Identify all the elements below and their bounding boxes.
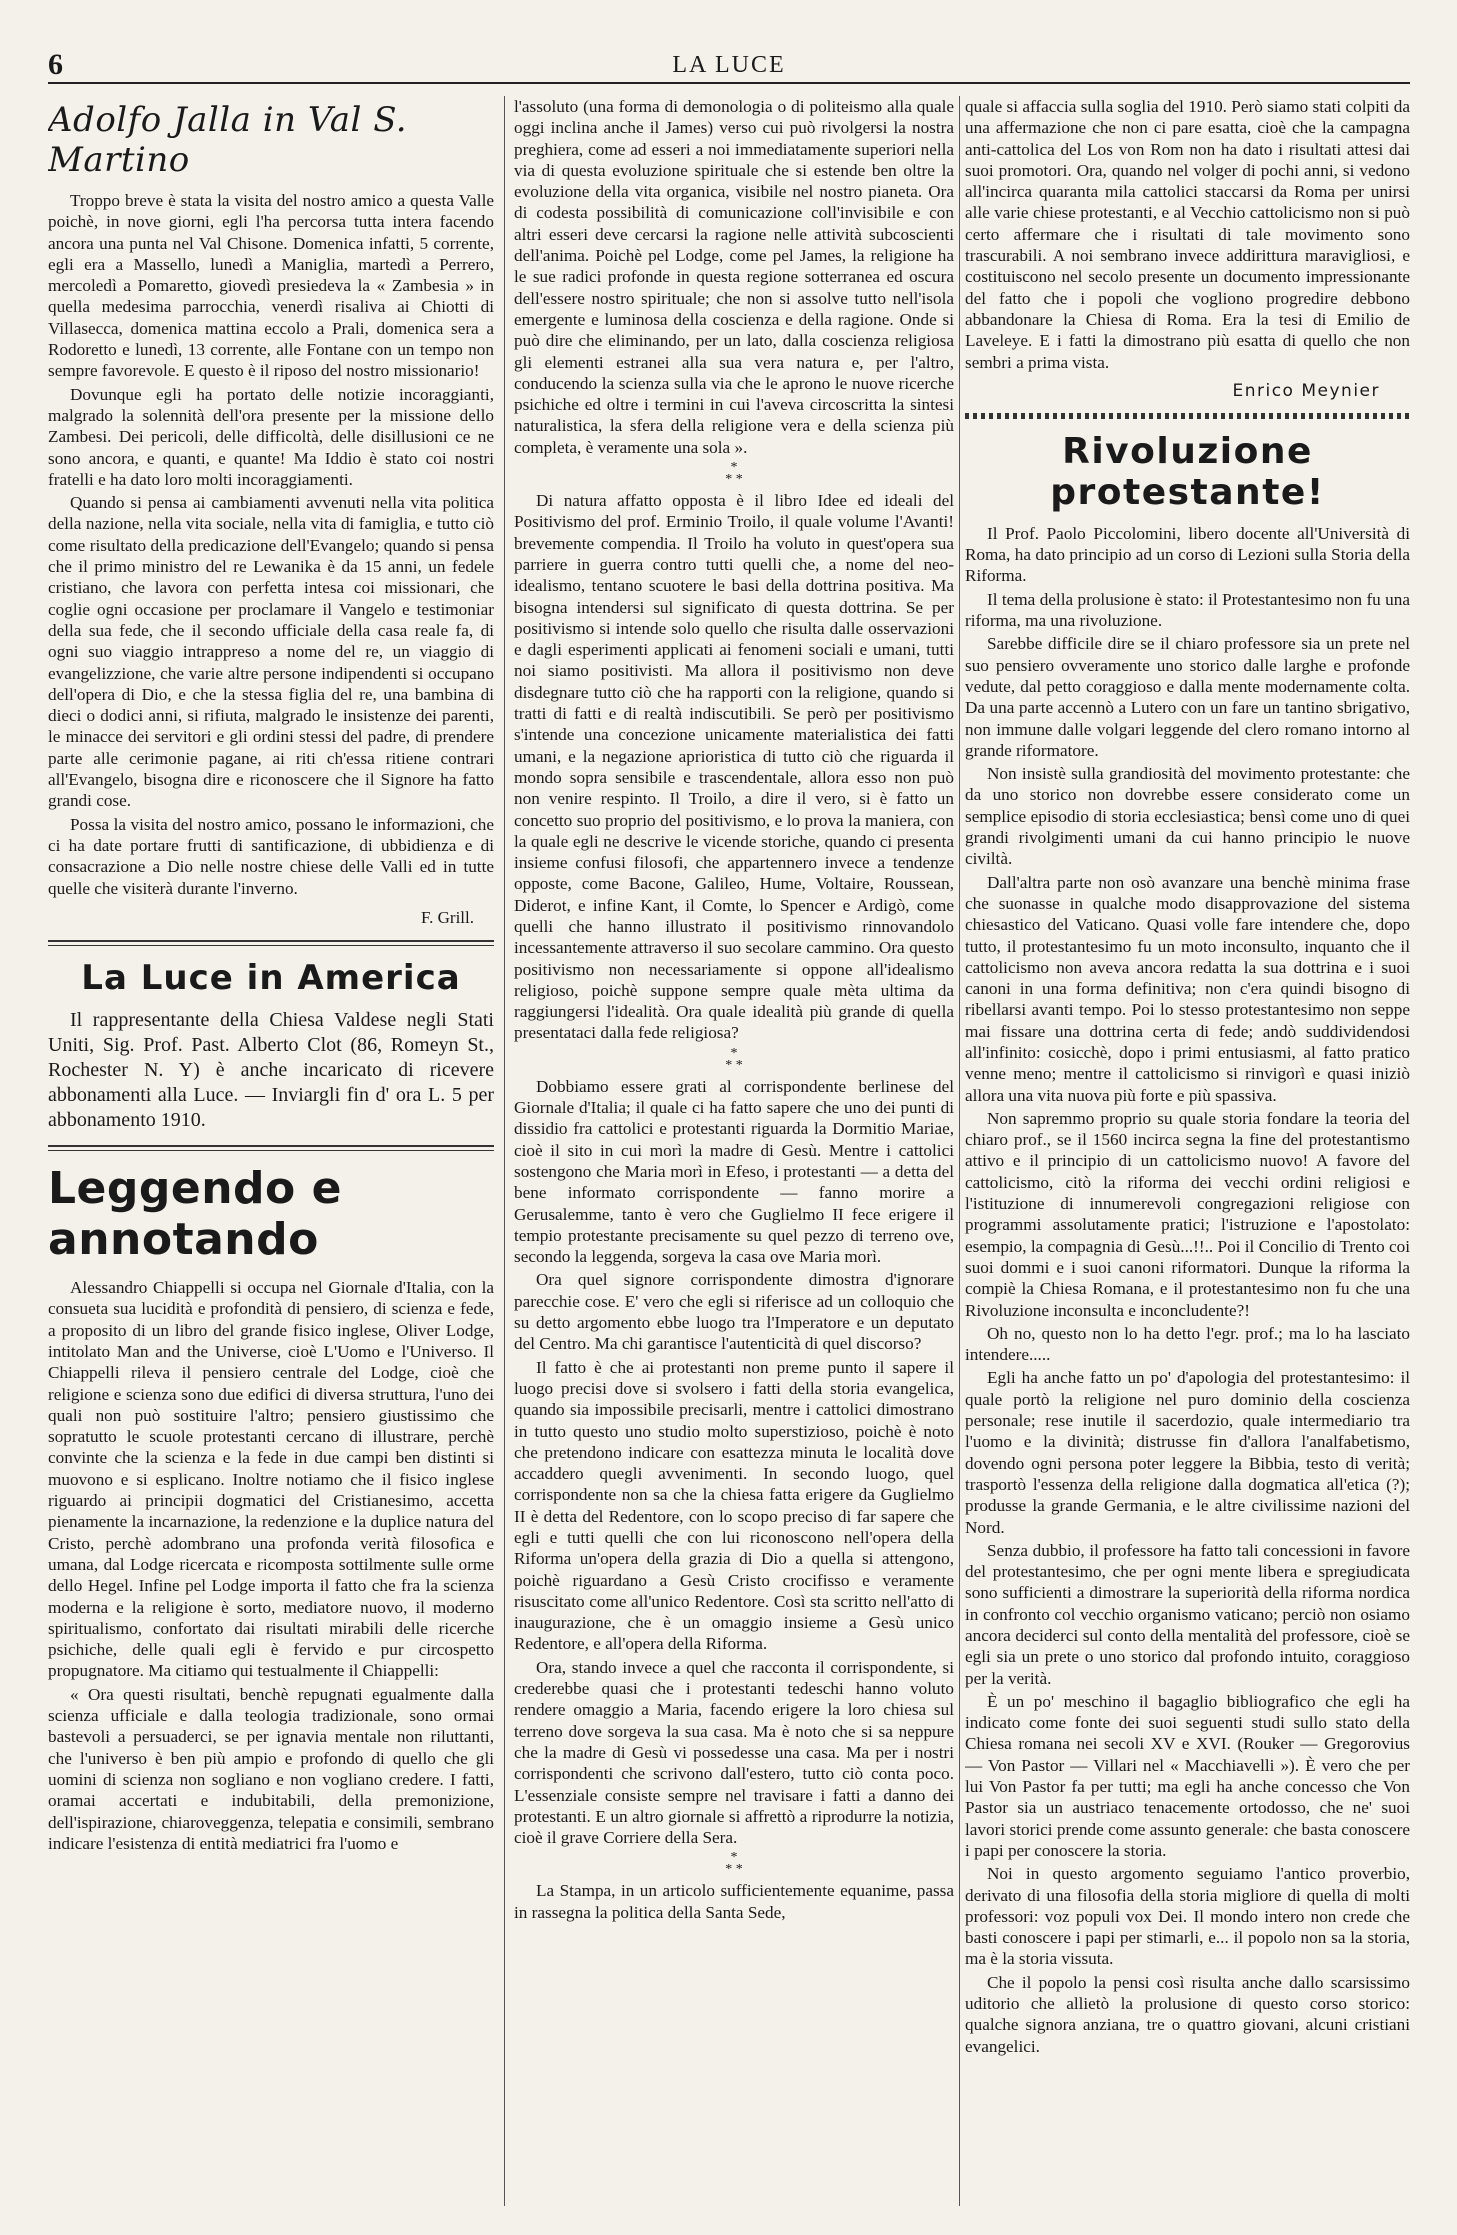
article-title: Rivoluzione protestante!: [1050, 430, 1325, 513]
paragraph: « Ora questi risultati, benchè repugnati egualmente dalla scienza ufficiale e dalla teologia tradizionale, sono ormai bastevoli a persuaderci, se per ignavia mentale non riluttanti, che l'universo è ben più ampio e profondo di quello che gli uomini di scienza non sogliano e non vogliano credere. I fatti, oramai accertati e indubitabili, della premonizione, dell'ispirazione, chiaroveggenza, telepatia e consimili, sembrano indicare l'esistenza di entità mediatrici fra l'uomo e: [48, 1684, 494, 1853]
paragraph: Oh no, questo non lo ha detto l'egr. prof.; ma lo ha lasciato intendere.....: [965, 1323, 1410, 1365]
signature: F. Grill.: [421, 907, 474, 927]
column-divider: [959, 96, 960, 2206]
paragraph: Dovunque egli ha portato delle notizie incoraggianti, malgrado la solennità dell'ora presente per la missione dello Zambesi. Dei pericoli, delle difficoltà, delle disillusioni ce ne sono ancora, e quanti, e quante! Ma Iddio è stato coi nostri fratelli e ha dato loro molti incoraggiamenti.: [48, 384, 494, 489]
paragraph: Ora, stando invece a quel che racconta il corrispondente, si crederebbe quasi che i protestanti tedeschi hanno voluto rendere omaggio a Maria, facendo erigere la loro chiesa sul terreno dove sorgeva la sua casa. Ma è noto che si sa neppure che la madre di Gesù vi possedesse una casa. Ma per i nostri corrispondenti che scrivono dall'estero, tutto ciò conta poco. L'essenziale consiste sempre nel travisare i fatti a danno dei protestanti. E un altro giornale si affrettò a riprodurre la notizia, cioè il grave Corriere della Sera.: [514, 1657, 954, 1848]
paragraph: Il tema della prolusione è stato: il Protestantesimo non fu una riforma, ma una rivoluzione.: [965, 589, 1410, 631]
separator: [965, 413, 1410, 419]
signature: Enrico Meynier: [1232, 380, 1380, 401]
paragraph: Il Prof. Paolo Piccolomini, libero docente all'Università di Roma, ha dato principio ad un corso di Lezioni sulla Storia della Riforma.: [965, 523, 1410, 586]
paragraph: Quando si pensa ai cambiamenti avvenuti nella vita politica della nazione, nella vita sociale, nella vita di famiglia, e tutto ciò come risultato della predicazione dell'Evangelo; quando si pensa che il primo ministro del re Lewanika è da 15 anni, un fedele cristiano, che lavora con perfetta intesa coi missionari, che coglie ogni occasione per proclamare il Vangelo e testimoniar della sua fede, che il secondo ufficiale della casa reale fa, di ogni suo viaggio intrappreso a nome del re, un viaggio di evangelizzione, che varie altre persone indipendenti si occupano dell'opera di Dio, e che la stessa figlia del re, una bambina di dieci o dodici anni, si rifiuta, malgrado le insistenze dei parenti, le minacce dei servitori e gli ordini stessi del padre, di prendere parte alle cerimonie pagane, ai riti ch'essa ritiene contrari all'Evangelo, bisogna dire e riconoscere che il Signore ha fatto grandi cose.: [48, 493, 494, 811]
column-3: [965, 96, 1410, 2206]
paragraph: Egli ha anche fatto un po' d'apologia del protestantesimo: il quale portò la religione nel puro dominio della coscienza personale; rese inutile il sacerdozio, quale intermediario tra l'uomo e la divinità; distrusse fin d'allora l'analfabetismo, dovendo ogni persona poter leggere la Bibbia, testo di verità; trasportò l'essenza della religione dalla dogmatica all'etica (?); produsse la grande Germania, e le altre civilissime nazioni del Nord.: [965, 1368, 1410, 1537]
paragraph: l'assoluto (una forma di demonologia o di politeismo alla quale oggi inclina anche il James) verso cui può rivolgersi la nostra preghiera, come ad esseri a noi immediatamente superiori nella via di questa evoluzione spirituale che si estende ben oltre la evoluzione della vita organica, visibile nel nostro pianeta. Ora di codesta possibilità di comunicazione coll'invisibile e con altri esseri deve cercarsi la ragione nelle attività subcoscienti dell'anima. Poichè pel Lodge, come pel James, la religione ha le sue radici profonde in questa regione sotterranea ed oscura dell'essere nostro spirituale; che non si assolve tutto nell'isola emergente e luminosa della coscienza e della ragione. Onde si può dire che eliminando, per un lato, dalla coscienza religiosa gli elementi estranei alla sua vera natura e, per l'altro, conducendo la scienza sulla via che le aprono le nuove ricerche psichiche ed oltre i termini in cui l'aveva circoscritta la sintesi naturalistica, la sfera della religione vera e della scienza più completa, è veramente una sola ».: [514, 97, 954, 457]
page-number: 6: [48, 48, 63, 81]
paragraph: Non sapremmo proprio su quale storia fondare la teoria del chiaro prof., se il 1560 incirca segna la fine del protestantismo attivo e il principio di un cattolicismo nuovo! A favore del cattolicismo, citò la riforma dei vecchi ordini religiosi e l'istituzione di innumerevoli congregazioni religiose con programmi assolutamente pratici; l'istruzione e l'apostolato: esempio, la compagnia di Gesù...!!.. Poi il Concilio di Trento coi suoi dommi e i suoi canoni riformatori. Dunque la riforma la compiè la Chiesa Romana, e il protestantesimo non fu che una Rivoluzione inconsulta e inconcludente?!: [965, 1108, 1410, 1320]
column-divider: [504, 96, 505, 2206]
paragraph: È un po' meschino il bagaglio bibliografico che egli ha indicato come fonte dei suoi seguenti studi sullo stato della Chiesa romana nei secoli XV e XVI. (Rouker — Gregorovius — Von Pastor — Villari nel « Macchiavelli »). È vero che per lui Von Pastor fa per tutti; ma egli ha anche concesso che Von Pastor sia un austriaco tenacemente ortodosso, che ne' suoi lavori storici prende come assunto generale: che basta conoscere i papi per conoscere la storia.: [965, 1691, 1410, 1860]
paragraph: quale si affaccia sulla soglia del 1910. Però siamo stati colpiti da una affermazione che non ci pare esatta, cioè che la campagna anti-cattolica del Los von Rom non ha dato i risultati attesi dai suoi promotori. Ora, quando nel volger di pochi anni, si vedono all'incirca quaranta mila cattolici staccarsi da Roma per unirsi alle varie chiese protestanti, e al Vecchio cattolicismo non si può certo affermare che i risultati di tale movimento sono trascurabili. A noi sembrano invece addirittura maravigliosi, e costituiscono nel secolo presente un documento impressionante del fatto che i popoli che vogliono progredire debbono abbandonare la Chiesa di Roma. Era la tesi di Emilio de Laveleye. E i fatti la dimostrano più esatta di quello che non sembri a prima vista.: [965, 97, 1410, 372]
article-title: Adolfo Jalla in Val S. Martino: [48, 100, 408, 180]
separator: [48, 940, 494, 946]
paragraph: La Stampa, in un articolo sufficientemente equanime, passa in rassegna la politica della Santa Sede,: [514, 1881, 954, 1922]
paragraph: Senza dubbio, il professore ha fatto tali concessioni in favore del protestantesimo, che per ogni mente libera e spregiudicata sono sufficienti a dimostrare la superiorità della riforma nordica in confronto col vecchio organismo vaticano; perciò non osiamo ancora deciderci sul conto della mentalità del professore, cioè se egli sia un prete o uno storico dal profondo intuito, coraggioso per la verità.: [965, 1540, 1410, 1688]
paragraph: Dobbiamo essere grati al corrispondente berlinese del Giornale d'Italia; il quale ci ha fatto sapere che uno dei punti di dissidio fra cattolici e protestanti riguarda la Dormitio Mariae, cioè il sito in cui morì la madre di Gesù. Mentre i cattolici sostengono che Maria morì in Efeso, i protestanti — a detta del bene informato corrispondente — fanno morire a Gerusalemme, tanto è vero che Guglielmo II fece erigere il tempio protestante precisamente su quel pezzo di terreno ove, secondo la leggenda, sorgeva la casa ove Maria morì.: [514, 1076, 954, 1267]
section-stars: * * *: [725, 1045, 743, 1073]
column-1: [48, 96, 494, 2206]
separator: [48, 1145, 494, 1151]
newspaper-title: LA LUCE: [672, 52, 786, 78]
paragraph: Dall'altra parte non osò avanzare una benchè minima frase che suonasse in qualche modo disapprovazione del sistema chiesastico del Vaticano. Quasi volle fare intendere che, dopo tutto, il protestantesimo fu un moto inconsulto, inquanto che il cattolicismo non aveva ancora redatta la sua dottrina e i suoi canoni in una forma definitiva; non c'era quindi bisogno di ribellarsi avanti tempo. Poi lo stesso protestantesimo non seppe mai fissare una dottrina certa di fede; andò suddividendosi all'infinito: cosicchè, dopo i primi entusiasmi, al fatto pratico venne meno; mentre il cattolicismo si rinvigorì e quasi iniziò allora una vita nuova più forte e più spassiva.: [965, 872, 1410, 1105]
column-2: [514, 96, 954, 2206]
paragraph: Non insistè sulla grandiosità del movimento protestante: che da uno storico non dovrebbe essere considerato come un semplice episodio di storia ecclesiastica; bensì come uno di quei grandi rivolgimenti umani da cui hanno principio le nuove civiltà.: [965, 764, 1410, 869]
article-title: Leggendo e annotando: [48, 1163, 342, 1266]
section-stars: * * *: [725, 1850, 743, 1878]
paragraph: Noi in questo argomento seguiamo l'antico proverbio, derivato di una filosofia della storia migliore di quella di molti professori: voz populi vox Dei. Il mondo intero non crede che basti conoscere i papi per stimarli, e... il popolo non sa la storia, ma è la storia vissuta.: [965, 1864, 1410, 1969]
paragraph: Ora quel signore corrispondente dimostra d'ignorare parecchie cose. E' vero che egli si riferisce ad un colloquio che su detto argomento ebbe luogo tra l'Imperatore e un deputato del Centro. Ma chi garantisce l'autenticità di quel discorso?: [514, 1270, 954, 1354]
article-title: La Luce in America: [81, 958, 461, 999]
paragraph: Alessandro Chiappelli si occupa nel Giornale d'Italia, con la consueta sua lucidità e profondità di pensiero, di scienza e fede, a proposito di un libro del grande fisico inglese, Oliver Lodge, intitolato Man and the Universe, cioè L'Uomo e l'Universo. Il Chiappelli rileva il pensiero centrale del Lodge, cioè che religione e scienza sono due edifici di diversa struttura, l'uno dei quali non può sostituire l'altro; pensiero giustissimo che sopratutto le scuole protestanti cercano di illustrare, perchè convinte che la scienza e la fede in due campi ben distinti si muovono e si esplicano. Inoltre notiamo che il fisico inglese riguardo ai principii dogmatici del Cristianesimo, accetta pienamente la incarnazione, la redenzione e la duplice natura del Cristo, perchè adombrano una profonda verità filosofica e umana, dal Lodge ricercata e ricomposta sottilmente sulle orme dello Hegel. Infine pel Lodge importa il fatto che fra la scienza moderna e la religione è sorto, mediatore nuovo, il moderno spiritualismo, confortato dai risultati mirabili delle ricerche psichiche, delle quali egli è fervido e pur circospetto propugnatore. Ma citiamo qui testualmente il Chiappelli:: [48, 1278, 494, 1681]
paragraph: Il fatto è che ai protestanti non preme punto il sapere il luogo precisi dove si svolsero i fatti della storia evangelica, quando sia impossibile precisarli, mentre i cattolici dimostrano in tutto questo uno studio molto superstizioso, poichè è noto che pretendono indicare con esattezza minuta le località dove accaddero quegli avvenimenti. In secondo luogo, quel corrispondente non sa che la chiesa fatta erigere da Guglielmo II è detta del Redentore, con lo scopo preciso di far sapere che egli e tutti quelli che con lui riconoscono nell'opera della Riforma un'opera della grazia di Dio a quella si attengono, poichè riguardano a Gesù Cristo crocifisso e veramente risuscitato come all'unico Redentore. Così sta scritto nell'atto di inaugurazione, che è un omaggio insieme a Gesù unico Redentore, e all'opera della Riforma.: [514, 1357, 954, 1654]
page-header: [48, 48, 1410, 84]
section-stars: * * *: [725, 460, 743, 488]
paragraph: Troppo breve è stata la visita del nostro amico a questa Valle poichè, in nove giorni, egli l'ha percorsa tutta intera facendo ancora una punta nel Val Chisone. Domenica infatti, 5 corrente, egli era a Massello, lunedì a Maniglia, martedì a Perrero, mercoledì a Pomaretto, giovedì presiedeva la « Zambesia » in quella medesima parrocchia, venerdì risaliva ai Chiotti di Villasecca, domenica mattina eccolo a Prali, domenica sera a Rodoretto e lunedì, 13 corrente, alle Fontane con un tempo non sempre favorevole. E questo è il riposo del nostro missionario!: [48, 191, 494, 381]
paragraph: Il rappresentante della Chiesa Valdese negli Stati Uniti, Sig. Prof. Past. Alberto Clot (86, Romeyn St., Rochester N. Y) è anche incaricato di ricevere abbonamenti alla Luce. — Inviargli fin d' ora L. 5 per abbonamento 1910.: [48, 1009, 494, 1132]
paragraph: Di natura affatto opposta è il libro Idee ed ideali del Positivismo del prof. Erminio Troilo, il quale volume l'Avanti! brevemente compendia. Il Troilo ha voluto in quest'opera sua parriere in guerra contro tutti quelli che, a nome del neo-idealismo, tentano scuotere le basi della dottrina positiva. Ma bisogna intendersi sul significato di questa dottrina. Se per positivismo si intende solo quello che risulta dalle osservazioni e dagli esperimenti applicati ai fenomeni sociali e umani, tutti noi siamo positivisti. Ma allora il positivismo non deve disdegnare tutto ciò che ha rapporti con la religione, quando si tratti di fatti e di realtà indiscutibili. Se però per positivismo s'intende una concezione unicamente materialistica dei fatti umani, e la negazione aprioristica di tutto ciò che riguarda il mondo sopra sensibile e trascendentale, allora esso non può non venire respinto. Il Troilo, a dire il vero, si è fatto un concetto suo proprio del positivismo, e lo prova la maniera, con la quale egli ne descrive le vicende storiche, quando ci presenta insieme confusi filosofi, che appartennero invece a tendenze opposte, come Bacone, Galileo, Hume, Voltaire, Roussean, Diderot, e infine Kant, il Comte, lo Spencer e Ardigò, come quelli che hanno illustrato il positivismo rinnovandolo incessantemente attraverso il suo secolare cammino. Ora questo positivismo non necessariamente si oppone all'idealismo religioso, poichè suppone sempre quale mèta ultima da raggiungersi l'idealità. Ora quale idealità più grande di quella presentataci dalla fede religiosa?: [514, 491, 954, 1043]
paragraph: Sarebbe difficile dire se il chiaro professore sia un prete nel suo pensiero ovveramente uno storico dalle larghe e profonde vedute, dal petto coraggioso e dalla mente modernamente colta. Da una parte accennò a Lutero con un fare un tantino sbrigativo, non immune dalle volgari leggende del clero romano intorno al grande riformatore.: [965, 634, 1410, 760]
paragraph: Che il popolo la pensi così risulta anche dallo scarsissimo uditorio che allietò la prolusione di questo corso storico: qualche signora anziana, tre o quattro giovani, alcuni cristiani evangelici.: [965, 1972, 1410, 2056]
paragraph: Possa la visita del nostro amico, possano le informazioni, che ci ha date portare frutti di santificazione, di ubbidienza e di consacrazione a Dio nelle nostre chiese delle Valli ed in tutte quelle che visiterà durante l'inverno.: [48, 814, 494, 898]
